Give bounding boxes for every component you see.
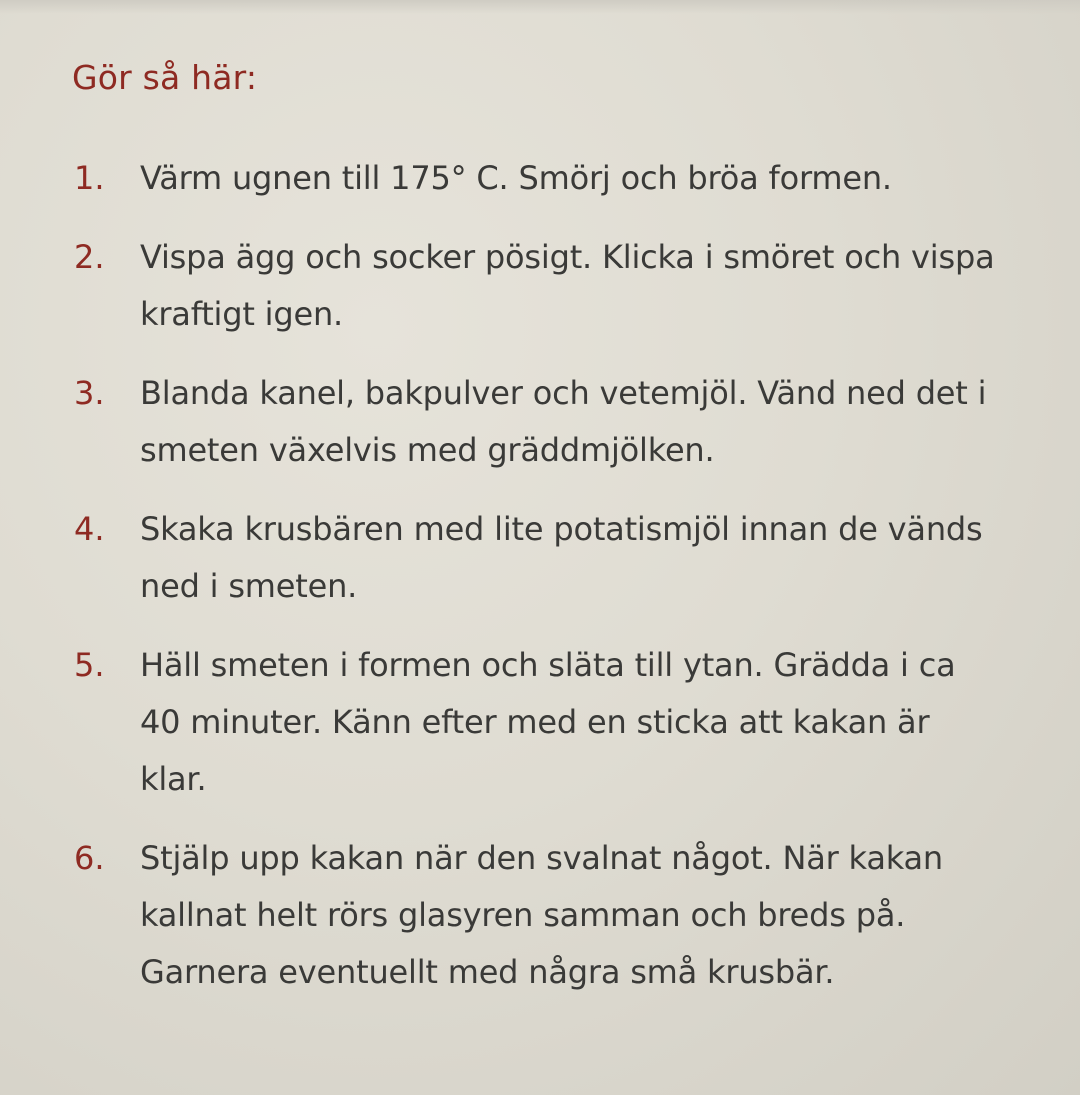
step-text: Blanda kanel, bakpulver och vetemjöl. Vänd ned det i smeten växelvis med gräddmjölken. <box>140 374 987 469</box>
step-4 <box>72 501 1002 615</box>
instructions-heading: Gör så här: <box>72 58 258 97</box>
step-number: 3. <box>74 374 105 412</box>
step-1 <box>72 150 1002 207</box>
step-5 <box>72 637 1002 808</box>
step-text: Värm ugnen till 175° C. Smörj och bröa formen. <box>140 159 892 197</box>
step-number: 6. <box>74 839 105 877</box>
step-number: 1. <box>74 159 105 197</box>
step-3 <box>72 365 1002 479</box>
step-number: 4. <box>74 510 105 548</box>
step-text: Stjälp upp kakan när den svalnat något. När kakan kallnat helt rörs glasyren samman och breds på. Garnera eventuellt med några små krusbär. <box>140 839 943 991</box>
step-text: Häll smeten i formen och släta till ytan. Grädda i ca 40 minuter. Känn efter med en sticka att kakan är klar. <box>140 646 956 798</box>
step-2 <box>72 229 1002 343</box>
step-number: 2. <box>74 238 105 276</box>
page-top-edge <box>0 0 1080 14</box>
instruction-steps <box>72 150 1002 1023</box>
step-6 <box>72 830 1002 1001</box>
step-text: Skaka krusbären med lite potatismjöl innan de vänds ned i smeten. <box>140 510 983 605</box>
step-text: Vispa ägg och socker pösigt. Klicka i smöret och vispa kraftigt igen. <box>140 238 995 333</box>
step-number: 5. <box>74 646 105 684</box>
